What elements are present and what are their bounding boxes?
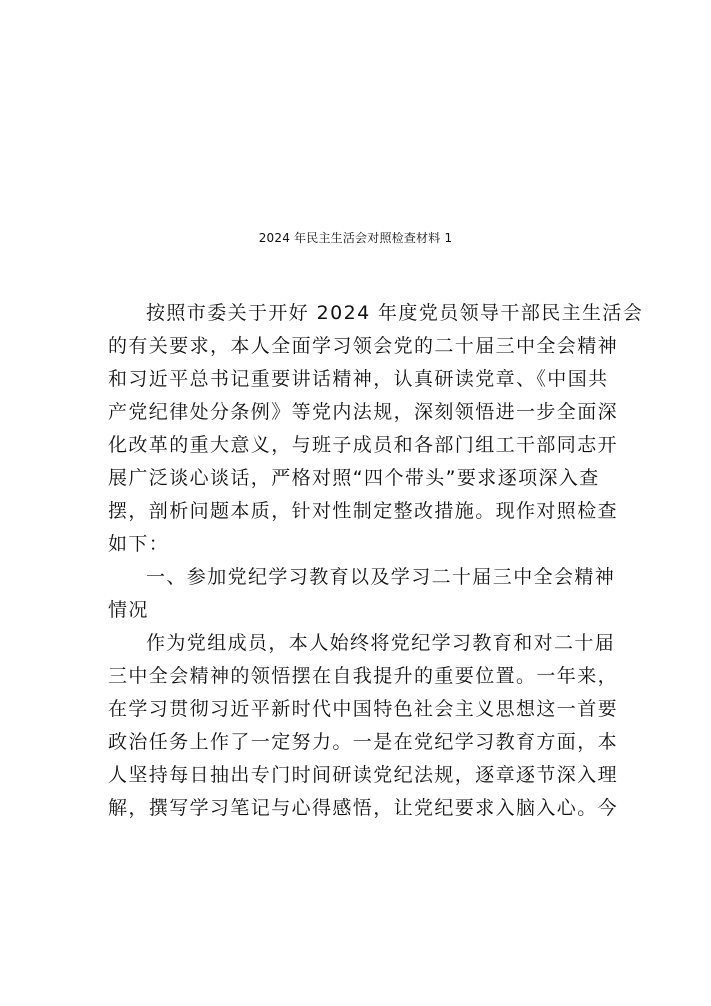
paragraph-line: 产党纪律处分条例》等党内法规，深刻领悟进一步全面深 [108,401,619,423]
paragraph-line: 和习近平总书记重要讲话精神，认真研读党章、《中国共 [108,368,609,390]
document-title: 2024 年民主生活会对照检查材料 1 [258,231,453,245]
paragraph-line: 的有关要求，本人全面学习领会党的二十届三中全会精神 [108,335,619,357]
paragraph-line: 摆，剖析问题本质，针对性制定整改措施。现作对照检查 [108,500,619,522]
paragraph-line: 三中全会精神的领悟摆在自我提升的重要位置。一年来， [108,665,619,687]
paragraph-line: 政治任务上作了一定努力。一是在党纪学习教育方面，本 [108,731,619,753]
paragraph-line: 在学习贯彻习近平新时代中国特色社会主义思想这一首要 [108,698,619,720]
paragraph-line: 展广泛谈心谈话，严格对照“四个带头”要求逐项深入查 [108,467,600,489]
paragraph-line: 如下： [108,533,170,555]
paragraph-line: 人坚持每日抽出专门时间研读党纪法规，逐章逐节深入理 [108,764,619,786]
section-heading-line: 情况 [108,599,149,621]
paragraph-line: 化改革的重大意义，与班子成员和各部门组工干部同志开 [108,434,619,456]
paragraph-line: 按照市委关于开好 2024 年度党员领导干部民主生活会 [146,302,644,324]
paragraph-line: 作为党组成员，本人始终将党纪学习教育和对二十届 [146,632,616,654]
paragraph-line: 解，撰写学习笔记与心得感悟，让党纪要求入脑入心。今 [108,797,619,819]
document-body [108,297,644,825]
section-heading-line: 一、参加党纪学习教育以及学习二十届三中全会精神 [146,566,616,588]
